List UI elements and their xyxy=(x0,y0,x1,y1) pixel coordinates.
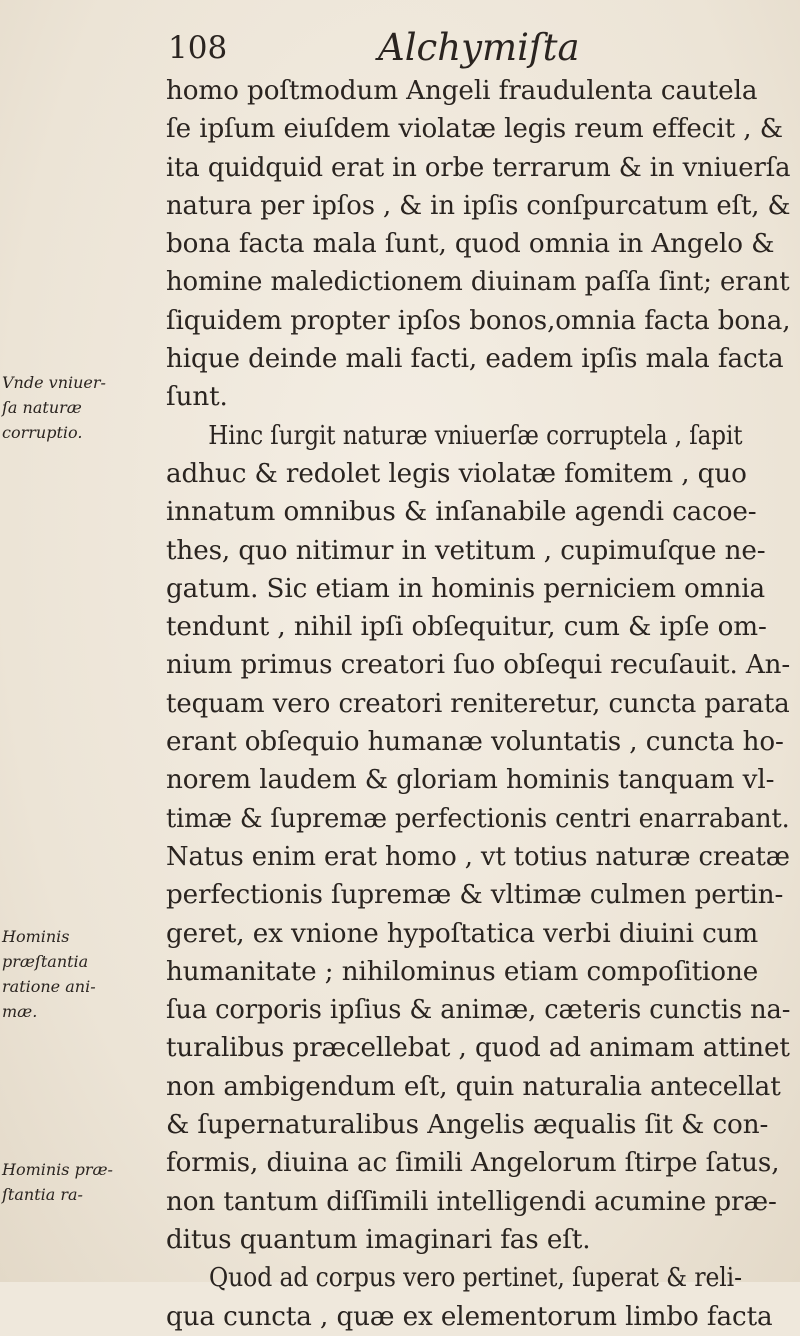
margin-note-line: ratione ani- xyxy=(2,977,96,996)
text-line: ſunt. xyxy=(166,382,228,413)
running-title: Alchymiſta xyxy=(378,26,580,69)
margin-note-line: præſtantia xyxy=(2,952,89,971)
margin-note-line: Hominis præ- xyxy=(2,1160,113,1179)
page-number: 108 xyxy=(168,30,228,66)
text-line: Quod ad corpus vero pertinet, ſuperat & reli- xyxy=(208,1263,742,1294)
text-line: geret, ex vnione hypoſtatica verbi diuini cum xyxy=(166,918,759,949)
text-line: tendunt , nihil ipſi obſequitur, cum & ipſe om- xyxy=(166,612,767,643)
text-line: tequam vero creatori reniteretur, cuncta parata xyxy=(166,688,790,719)
margin-note-line: corruptio. xyxy=(2,423,83,442)
text-line: perfectionis ſupremæ & vltimæ culmen pertin- xyxy=(166,880,784,911)
text-line: Hinc ſurgit naturæ vniuerſæ corruptela , ſapit xyxy=(208,420,743,451)
margin-note xyxy=(2,1157,152,1207)
text-line: qua cuncta , quæ ex elementorum limbo facta xyxy=(166,1301,773,1332)
text-line: turalibus præcellebat , quod ad animam attinet xyxy=(166,1033,790,1064)
text-line: natura per ipſos , & in ipſis conſpurcatum eſt, & xyxy=(166,190,791,221)
text-line: non tantum diſſimili intelligendi acumine præ- xyxy=(166,1186,777,1217)
text-line: adhuc & redolet legis violatæ fomitem , quo xyxy=(166,458,747,489)
page-header xyxy=(146,14,796,74)
text-line: & ſupernaturalibus Angelis æqualis ſit & con- xyxy=(166,1110,769,1141)
text-line: ditus quantum imaginari fas eſt. xyxy=(166,1224,591,1255)
text-line: non ambigendum eſt, quin naturalia antecellat xyxy=(166,1071,781,1102)
text-line: innatum omnibus & inſanabile agendi cacoe- xyxy=(166,497,757,528)
margin-note-line: ſtantia ra- xyxy=(2,1185,83,1204)
text-line: norem laudem & gloriam hominis tanquam vl- xyxy=(166,765,775,796)
text-line: ſua corporis ipſius & animæ, cæteris cunctis na- xyxy=(166,995,791,1026)
text-line: formis, diuina ac ſimili Angelorum ſtirpe ſatus, xyxy=(166,1148,780,1179)
body-text xyxy=(166,72,790,1336)
margin-note-line: Hominis xyxy=(2,927,70,946)
text-line: humanitate ; nihilominus etiam compoſitione xyxy=(166,956,759,987)
text-line: timæ & ſupremæ perfectionis centri enarrabant. xyxy=(166,803,790,834)
text-line: Natus enim erat homo , vt totius naturæ creatæ xyxy=(166,841,790,872)
text-line: ita quidquid erat in orbe terrarum & in vniuerſa xyxy=(166,152,791,183)
text-line: bona facta mala ſunt, quod omnia in Angelo & xyxy=(166,229,775,260)
text-line: thes, quo nitimur in vetitum , cupimuſque ne- xyxy=(166,535,766,566)
text-line: gatum. Sic etiam in hominis perniciem omnia xyxy=(166,573,765,604)
text-line: ſe ipſum eiuſdem violatæ legis reum effecit , & xyxy=(166,114,783,145)
text-line: hique deinde mali facti, eadem ipſis mala facta xyxy=(166,344,784,375)
text-line: erant obſequio humanæ voluntatis , cuncta ho- xyxy=(166,727,784,758)
text-line: nium primus creatori ſuo obſequi recuſauit. An- xyxy=(166,650,791,681)
text-line: ſiquidem propter ipſos bonos,omnia facta bona, xyxy=(166,305,791,336)
margin-note xyxy=(2,924,152,1024)
margin-note xyxy=(2,370,152,445)
margin-note-line: Vnde vniuer- xyxy=(2,373,106,392)
margin-note-line: mæ. xyxy=(2,1002,38,1021)
text-line: homo poſtmodum Angeli fraudulenta cautela xyxy=(166,76,758,106)
text-line: homine maledictionem diuinam paſſa ſint; erant xyxy=(166,267,790,298)
margin-note-line: ſa naturæ xyxy=(2,398,82,417)
